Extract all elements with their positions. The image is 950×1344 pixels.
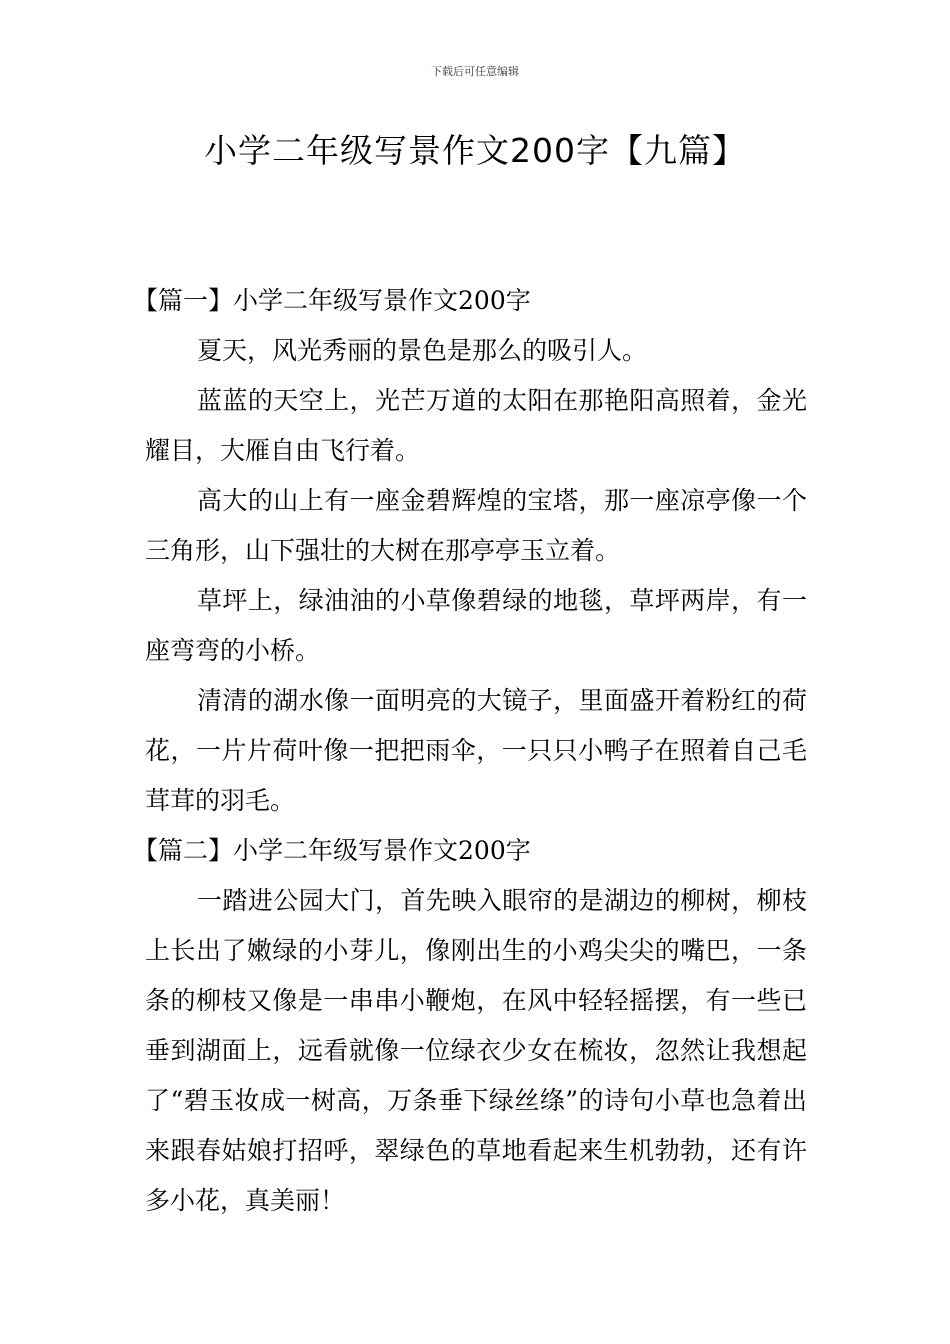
paragraph: 草坪上，绿油油的小草像碧绿的地毯，草坪两岸，有一座弯弯的小桥。 <box>145 586 807 665</box>
paragraph: 蓝蓝的天空上，光芒万道的太阳在那艳阳高照着，金光耀目，大雁自由飞行着。 <box>145 386 807 465</box>
section-heading: 【篇二】小学二年级写景作文200字 <box>133 836 531 865</box>
header-note: 下载后可任意编辑 <box>431 65 519 78</box>
paragraph: 一踏进公园大门，首先映入眼帘的是湖边的柳树，柳枝上长出了嫩绿的小芽儿，像刚出生的小鸡尖尖的嘴巴，一条条的柳枝又像是一串串小鞭炮，在风中轻轻摇摆，有一些已垂到湖面上，远看就像一位绿衣少女在梳妆，忽然让我想起了“碧玉妆成一树高，万条垂下绿丝绦”的诗句小草也急着出来跟春姑娘打招呼，翠绿色的草地看起来生机勃勃，还有许多小花，真美丽！ <box>145 886 807 1215</box>
paragraph: 高大的山上有一座金碧辉煌的宝塔，那一座凉亭像一个三角形，山下强壮的大树在那亭亭玉立着。 <box>145 486 807 565</box>
document-body <box>133 276 807 1226</box>
document-title: 小学二年级写景作文200字【九篇】 <box>204 131 746 170</box>
section-heading: 【篇一】小学二年级写景作文200字 <box>133 286 531 315</box>
paragraph: 夏天，风光秀丽的景色是那么的吸引人。 <box>197 336 648 365</box>
section-1 <box>133 276 807 826</box>
section-2 <box>133 826 807 1226</box>
paragraph: 清清的湖水像一面明亮的大镜子，里面盛开着粉红的荷花，一片片荷叶像一把把雨伞，一只只小鸭子在照着自己毛茸茸的羽毛。 <box>145 686 807 815</box>
